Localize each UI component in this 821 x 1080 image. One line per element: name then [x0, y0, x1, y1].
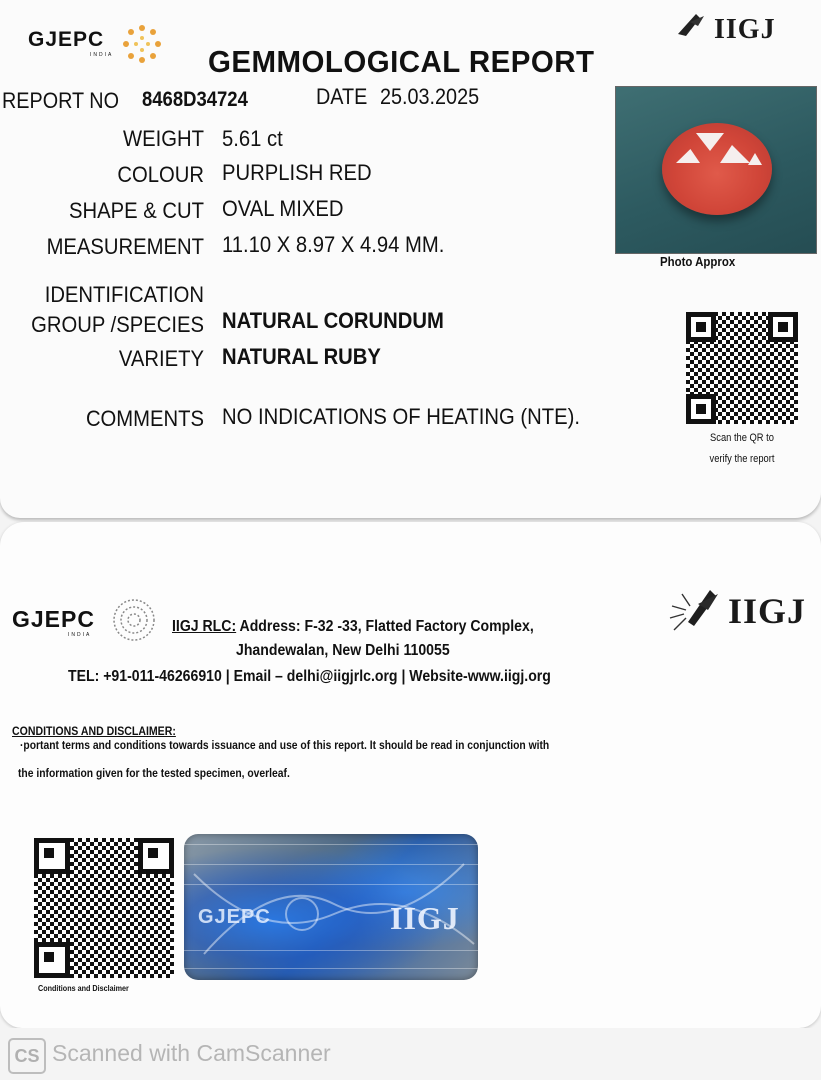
weight-label: WEIGHT [123, 126, 204, 151]
qr-caption-line1: Scan the QR to [710, 432, 774, 444]
conditions-title: CONDITIONS AND DISCLAIMER: [12, 724, 176, 738]
colour-value: PURPLISH RED [222, 160, 372, 185]
gjepc-logo-back [12, 606, 95, 638]
shape-value: OVAL MIXED [222, 196, 344, 221]
gem-photo [615, 86, 817, 254]
group-species-value: NATURAL CORUNDUM [222, 308, 444, 333]
photo-caption: Photo Approx [660, 254, 736, 269]
address-line2: Jhandewalan, New Delhi 110055 [236, 642, 450, 659]
comments-value: NO INDICATIONS OF HEATING (NTE). [222, 404, 580, 429]
shape-label: SHAPE & CUT [69, 198, 204, 223]
comments-label: COMMENTS [85, 406, 204, 431]
measurement-label: MEASUREMENT [46, 234, 204, 259]
address-line1 [172, 618, 534, 636]
date-label: DATE [316, 84, 368, 109]
conditions-qr-caption: Conditions and Disclaimer [38, 984, 129, 993]
conditions-line1: ·portant terms and conditions towards issuance and use of this report. It should be read in conjunction with [20, 738, 550, 752]
camscanner-text: Scanned with CamScanner [52, 1040, 331, 1066]
date-value: 25.03.2025 [380, 84, 480, 109]
variety-label: VARIETY [118, 346, 204, 371]
gjepc-emblem-icon [120, 22, 164, 66]
colour-label: COLOUR [117, 162, 204, 187]
iigj-emblem-icon [676, 10, 706, 40]
gjepc-logo-sub: INDIA [90, 52, 114, 58]
report-title: GEMMOLOGICAL REPORT [208, 44, 595, 79]
hologram-iigj-logo: IIGJ [390, 900, 460, 936]
address-label: IIGJ RLC: [172, 618, 237, 635]
contact-line: TEL: +91-011-46266910 | Email – delhi@iigjrlc.org | Website-www.iigj.org [68, 668, 551, 685]
report-front-card [0, 0, 821, 518]
weight-value: 5.61 ct [222, 126, 283, 151]
ruby-gem-icon [662, 123, 772, 215]
gjepc-logo-text: GJEPC [28, 28, 105, 51]
gjepc-logo [28, 28, 114, 58]
conditions-line2: the information given for the tested specimen, overleaf. [18, 766, 290, 780]
hologram-sticker [184, 834, 478, 980]
gjepc-logo-back-text: GJEPC [12, 606, 95, 632]
qr-caption-line2: verify the report [709, 453, 775, 465]
address-text: Address: F-32 -33, Flatted Factory Complex, [239, 618, 534, 635]
iigj-logo: IIGJ [714, 14, 776, 45]
measurement-value: 11.10 X 8.97 X 4.94 MM. [222, 232, 445, 257]
gjepc-logo-back-sub: INDIA [68, 632, 92, 638]
camscanner-badge: CS [8, 1038, 46, 1074]
gjepc-emblem-back-icon [110, 596, 158, 644]
report-no-label: REPORT NO [2, 88, 119, 113]
iigj-logo-back: IIGJ [728, 591, 807, 631]
iigj-emblem-back-icon [668, 584, 720, 636]
identification-label: IDENTIFICATION [44, 282, 204, 307]
report-no-value: 8468D34724 [142, 88, 248, 111]
verify-qr-code[interactable] [686, 312, 798, 424]
conditions-qr-code[interactable] [34, 838, 174, 978]
variety-value: NATURAL RUBY [222, 344, 381, 369]
hologram-gjepc-logo: GJEPC [198, 906, 271, 928]
group-species-label: GROUP /SPECIES [31, 312, 205, 337]
